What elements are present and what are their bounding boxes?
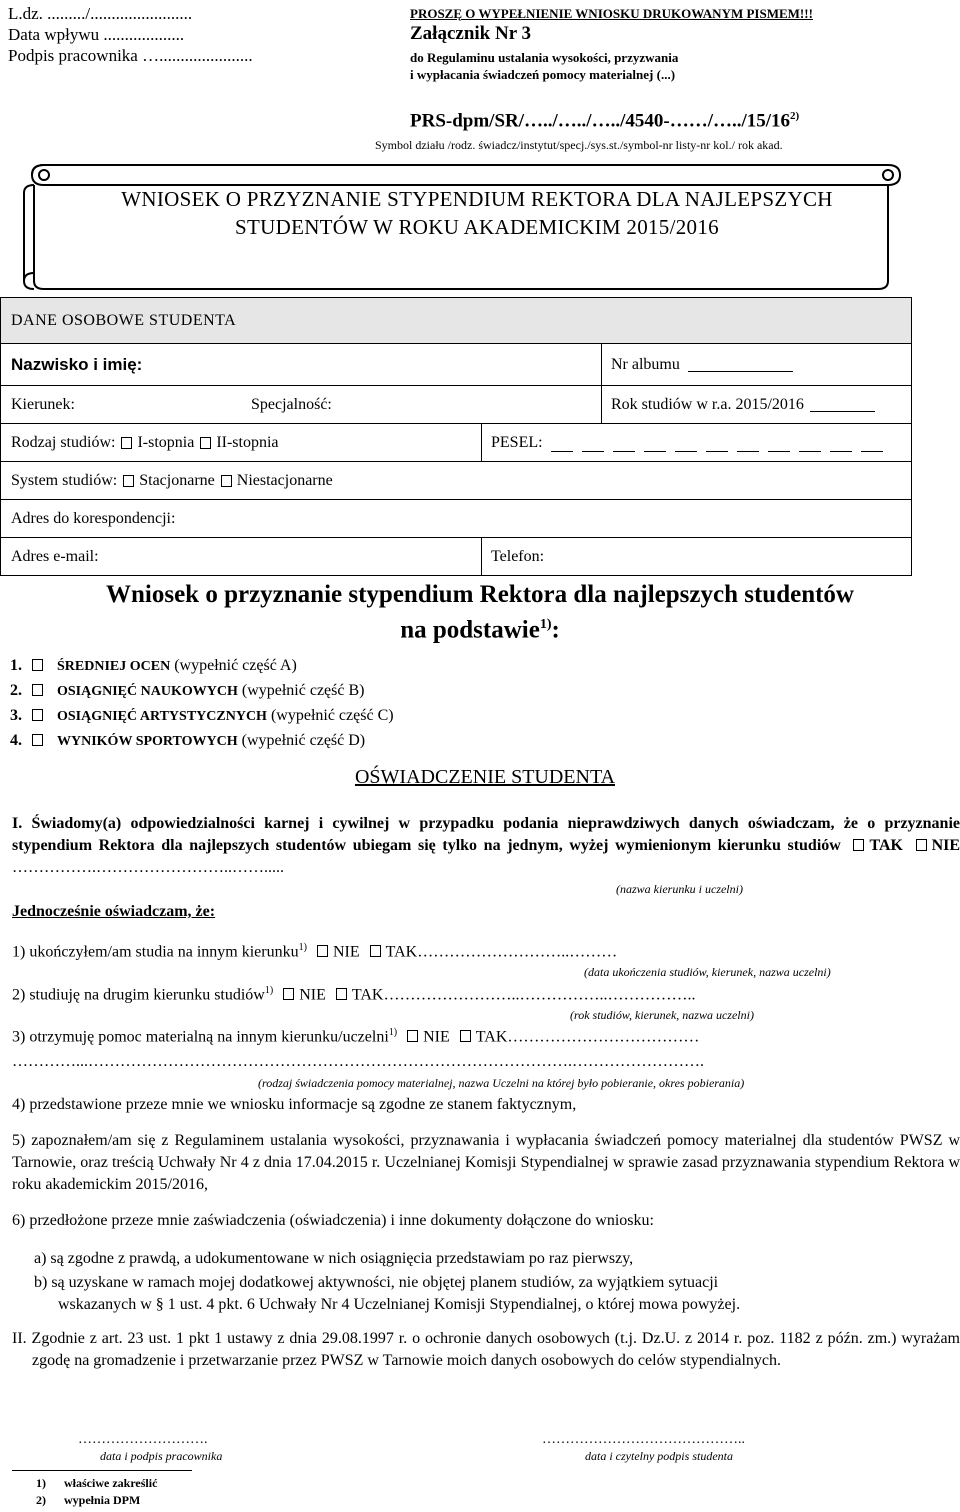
statement-heading: OŚWIADCZENIE STUDENTA [354, 766, 616, 788]
request-heading-line-2: na podstawie$^{1)}$: [400, 616, 560, 644]
name-row [1, 343, 911, 385]
form-title [62, 185, 892, 241]
statement-item-6: 6) przedłożone przeze mnie zaświadczenia (oświadczenia) i inne dokumenty dołączone do wniosku: [12, 1212, 654, 1229]
attachment-label: Załącznik Nr 3 [410, 23, 532, 44]
field-of-study-label: Kierunek: [11, 395, 75, 413]
option-scientific-achievements[interactable]: 2. OSIĄGNIĘĆ NAUKOWYCH (wypełnić część B) [10, 682, 365, 699]
statement-item-6b-line-2: wskazanych w § 1 ust. 4 pkt. 6 Uchwały Nr 4 Uczelnianej Komisji Stypendialnej, o której mowa powyżej. [58, 1296, 741, 1313]
statement-paragraph-2: II. Zgodnie z art. 23 ust. 1 pkt 1 ustawy z dnia 29.08.1997 r. o ochronie danych osobowych (t.j. Dz.U. z 2014 r. poz. 1182 z późn. zm.) wyrażam zgodę na gromadzenie i przetwarzanie przez PWSZ w Tarnowie moich danych osobowych do celów stypendialnych. [12, 1330, 960, 1369]
footnote-1: 1) właściwe zakreślić [36, 1476, 158, 1490]
statement-item-3-line-2: …………...……………………………………………………………………………….……………………. [12, 1053, 704, 1070]
specialty-label: Specjalność: [251, 395, 332, 413]
option-checkbox[interactable] [32, 684, 43, 696]
statement-item-2-note: (rok studiów, kierunek, nazwa uczelni) [570, 1008, 754, 1022]
tak-checkbox[interactable] [460, 1030, 471, 1042]
nie-checkbox[interactable] [407, 1030, 418, 1042]
statement-item-4: 4) przedstawione przeze mnie we wniosku informacje są zgodne ze stanem faktycznym, [12, 1096, 577, 1113]
full-time-checkbox[interactable] [123, 475, 134, 487]
statement-item-5: 5) zapoznałem/am się z Regulaminem ustalania wysokości, przyznawania i wypłacania świadczeń pomocy materialnej dla studentów PWSZ w Tarnowie, oraz treścią Uchwały Nr 4 z dnia 17.04.2015 r. Uczelnianej Komisji Stypendialnej w sprawie zasad przyznawania stypendium Rektora w roku akademickim 2015/2016, [12, 1132, 960, 1193]
phone-field[interactable]: Telefon: [491, 547, 545, 565]
address-row [1, 499, 911, 537]
album-number-field[interactable]: Nr albumu [601, 344, 803, 385]
part-time-checkbox[interactable] [221, 475, 232, 487]
student-signature-label: data i czytelny podpis studenta [585, 1449, 733, 1463]
option-artistic-achievements[interactable]: 3. OSIĄGNIĘĆ ARTYSTYCZNYCH (wypełnić część C) [10, 707, 394, 724]
statement-item-1: 1) ukończyłem/am studia na innym kierunku$^{1)}$ NIE TAK………………………..……… [12, 942, 618, 961]
data-wplywu-field: Data wpływu ................... [8, 25, 185, 44]
option-checkbox[interactable] [32, 659, 43, 671]
reference-number: PRS-dpm/SR/…../…../…../4540-……/…../15/16$^{2)}$ [410, 110, 800, 132]
statement-item-3-note: (rodzaj świadczenia pomocy materialnej, nazwa Uczelni na której było pobieranie, okres pobierania) [258, 1076, 745, 1090]
form-title-line-2: STUDENTÓW W ROKU AKADEMICKIM 2015/2016 [235, 215, 719, 239]
study-type-group: Rodzaj studiów: I-stopnia II-stopnia [11, 433, 279, 451]
nie-checkbox[interactable] [916, 839, 927, 851]
symbol-caption: Symbol działu /rodz. świadcz/instytut/specj./sys.st./symbol-nr listy-nr kol./ rok akad. [375, 138, 783, 152]
correspondence-address-field[interactable]: Adres do korespondencji: [11, 509, 176, 527]
statement-paragraph-1: I. Świadomy(a) odpowiedzialności karnej i cywilnej w przypadku podania nieprawdziwych danych oświadczam, że o przyznanie stypendium Rektora dla najlepszych studentów ubiegam się tylko na jednym, wyżej wymienionym kierunku studiów TAK NIE …………….……………………..……..... [12, 815, 960, 876]
contact-row [1, 537, 911, 575]
field-of-study-note: (nazwa kierunku i uczelni) [616, 882, 743, 896]
request-heading-line-1: Wniosek o przyznanie stypendium Rektora dla najlepszych studentów [106, 581, 854, 608]
option-average-grades[interactable]: 1. ŚREDNIEJ OCEN (wypełnić część A) [10, 657, 297, 674]
student-signature-line[interactable]: …………………………………….. [542, 1432, 745, 1447]
statement-item-6a: a) są zgodne z prawdą, a udokumentowane w nich osiągnięcia przedstawiam po raz pierwszy, [34, 1250, 634, 1267]
podpis-pracownika-field: Podpis pracownika …...................... [8, 46, 253, 65]
regulation-line-1: do Regulaminu ustalania wysokości, przyzwania [410, 50, 679, 65]
employee-signature-line[interactable]: ………………………. [78, 1432, 208, 1447]
personal-data-header-row [1, 298, 911, 343]
study-row [1, 385, 911, 423]
footnote-2: 2) wypełnia DPM [36, 1493, 141, 1507]
option-sports-results[interactable]: 4. WYNIKÓW SPORTOWYCH (wypełnić część D) [10, 732, 366, 749]
ldz-field: L.dz. ........./........................ [8, 4, 193, 23]
employee-signature-label: data i podpis pracownika [100, 1449, 223, 1463]
statement-item-6b-line-1: b) są uzyskane w ramach mojej dodatkowej aktywności, nie objętej planem studiów, za wyjątkiem sytuacji [34, 1274, 719, 1291]
title-scroll [22, 163, 910, 291]
option-checkbox[interactable] [32, 709, 43, 721]
statement-item-3: 3) otrzymuję pomoc materialną na innym kierunku/uczelni$^{1)}$ NIE TAK……………………………… [12, 1027, 700, 1046]
statement-item-2: 2) studiuję na drugim kierunku studiów$^{1)}$ NIE TAK……………………..……………..…………….. [12, 985, 696, 1004]
study-system-row [1, 461, 911, 499]
name-label: Nazwisko i imię: [11, 354, 143, 374]
first-degree-checkbox[interactable] [121, 437, 132, 449]
tak-checkbox[interactable] [853, 839, 864, 851]
additional-statement-label: Jednocześnie oświadczam, że: [12, 903, 216, 920]
personal-data-section-title: DANE OSOBOWE STUDENTA [11, 311, 237, 329]
personal-data-table [0, 297, 912, 576]
nie-checkbox[interactable] [317, 945, 328, 957]
nie-checkbox[interactable] [283, 988, 294, 1000]
print-request-note: PROSZĘ O WYPEŁNIENIE WNIOSKU DRUKOWANYM PISMEM!!! [410, 6, 813, 21]
statement-item-1-note: (data ukończenia studiów, kierunek, nazwa uczelni) [584, 965, 831, 979]
second-degree-checkbox[interactable] [200, 437, 211, 449]
year-of-study-field[interactable]: Rok studiów w r.a. 2015/2016 [601, 386, 885, 423]
tak-checkbox[interactable] [336, 988, 347, 1000]
study-system-group: System studiów: Stacjonarne Niestacjonarne [11, 471, 333, 489]
form-title-line-1: WNIOSEK O PRZYZNANIE STYPENDIUM REKTORA DLA NAJLEPSZYCH [121, 187, 833, 211]
option-checkbox[interactable] [32, 734, 43, 746]
regulation-line-2: i wypłacania świadczeń pomocy materialnej (...) [410, 67, 676, 82]
study-type-row [1, 423, 911, 461]
pesel-field[interactable]: PESEL: [481, 424, 893, 461]
tak-checkbox[interactable] [370, 945, 381, 957]
footnote-divider [12, 1470, 192, 1471]
email-field[interactable]: Adres e-mail: [11, 547, 99, 565]
